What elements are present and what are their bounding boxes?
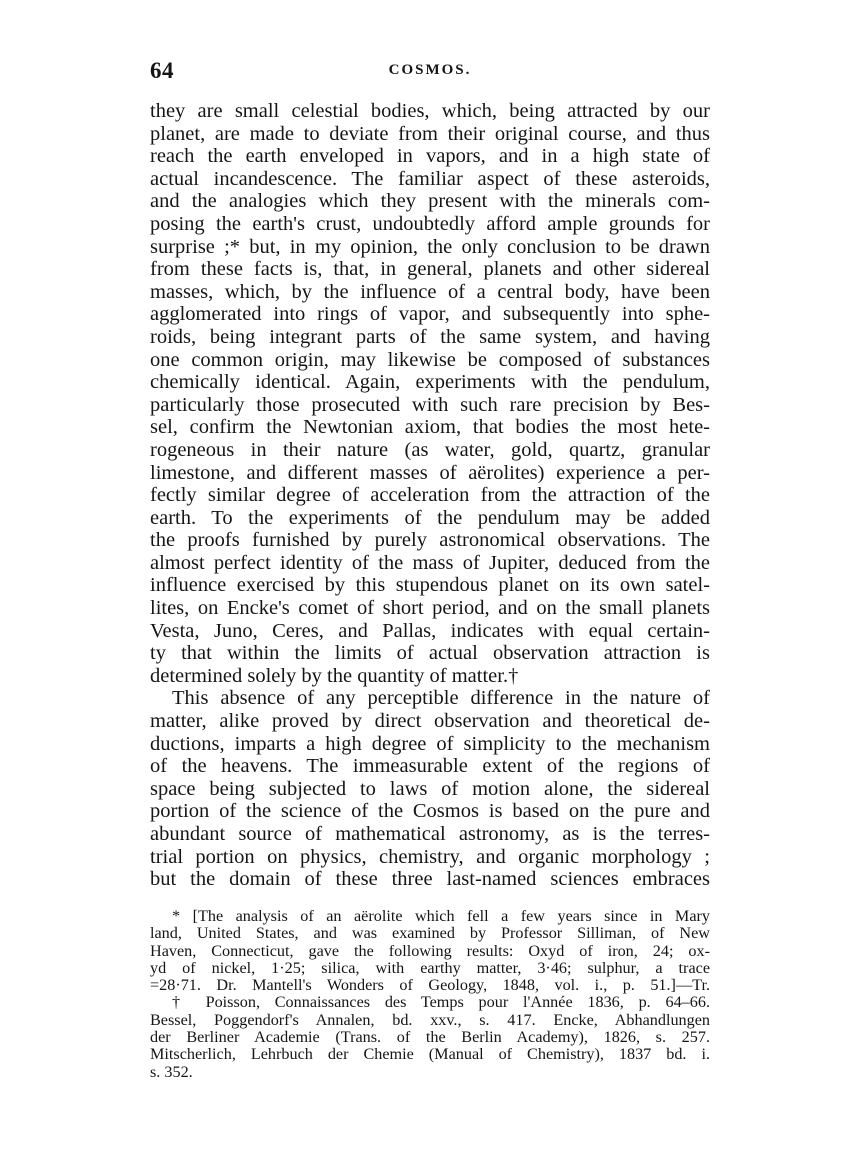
text-line: masses, which, by the influence of a central body, have been <box>150 280 710 303</box>
text-line: posing the earth's crust, undoubtedly afford ample grounds for <box>150 212 710 235</box>
footnote-line: Mitscherlich, Lehrbuch der Chemie (Manual of Chemistry), 1837 bd. i. <box>150 1045 710 1064</box>
footnote-line: * [The analysis of an aërolite which fell a few years since in Mary <box>172 907 710 925</box>
text-line: and the analogies which they present with the minerals com- <box>150 190 710 213</box>
text-line: the proofs furnished by purely astronomical observations. The <box>150 529 710 552</box>
footnotes <box>150 908 710 1081</box>
footnote-line: † Poisson, Connaissances des Temps pour l'Année 1836, p. 64–66. <box>172 993 710 1012</box>
text-line: determined solely by the quantity of matter.† <box>150 664 519 687</box>
footnote-line: der Berliner Academie (Trans. of the Berlin Academy), 1826, s. 257. <box>150 1028 710 1047</box>
text-line: roids, being integrant parts of the same system, and having <box>150 325 710 348</box>
footnote-line: s. 352. <box>150 1062 193 1081</box>
text-line: agglomerated into rings of vapor, and subsequently into sphe- <box>150 303 710 326</box>
text-line: they are small celestial bodies, which, being attracted by our <box>150 100 710 122</box>
main-text <box>150 100 710 891</box>
text-line: trial portion on physics, chemistry, and organic morphology ; <box>150 845 710 868</box>
text-line: reach the earth enveloped in vapors, and in a high state of <box>150 145 710 168</box>
text-line: one common origin, may likewise be composed of substances <box>150 348 710 371</box>
page-number: 64 <box>150 58 174 83</box>
text-line: matter, alike proved by direct observation and theoretical de- <box>150 710 710 733</box>
text-line: fectly similar degree of acceleration from the attraction of the <box>150 484 710 507</box>
text-line: chemically identical. Again, experiments with the pendulum, <box>150 371 710 394</box>
text-line: lites, on Encke's comet of short period, and on the small planets <box>150 597 710 620</box>
footnote-line: yd of nickel, 1·25; silica, with earthy matter, 3·46; sulphur, a trace <box>150 958 710 977</box>
text-line: but the domain of these three last-named sciences embraces <box>150 868 710 891</box>
footnote-line: land, United States, and was examined by Professor Silliman, of New <box>150 924 710 943</box>
text-line: from these facts is, that, in general, planets and other sidereal <box>150 258 710 281</box>
text-line: rogeneous in their nature (as water, gold, quartz, granular <box>150 438 710 461</box>
footnote-line: =28·71. Dr. Mantell's Wonders of Geology, 1848, vol. i., p. 51.]—Tr. <box>150 976 710 995</box>
text-line: earth. To the experiments of the pendulum may be added <box>150 506 710 529</box>
text-line: Vesta, Juno, Ceres, and Pallas, indicates with equal certain- <box>150 619 710 642</box>
text-line: limestone, and different masses of aërolites) experience a per- <box>150 461 710 484</box>
text-line: sel, confirm the Newtonian axiom, that bodies the most hete- <box>150 416 710 439</box>
text-line: abundant source of mathematical astronomy, as is the terres- <box>150 823 710 845</box>
text-line: actual incandescence. The familiar aspect of these asteroids, <box>150 167 710 190</box>
text-line: particularly those prosecuted with such rare precision by Bes- <box>150 393 710 416</box>
footnote-line: Haven, Connecticut, gave the following results: Oxyd of iron, 24; ox- <box>150 941 710 960</box>
footnote-line: Bessel, Poggendorf's Annalen, bd. xxv., s. 417. Encke, Abhandlungen <box>150 1010 710 1029</box>
text-line: surprise ;* but, in my opinion, the only conclusion to be drawn <box>150 235 710 258</box>
text-line: of the heavens. The immeasurable extent of the regions of <box>150 755 710 778</box>
text-line: portion of the science of the Cosmos is based on the pure and <box>150 800 710 823</box>
text-line: space being subjected to laws of motion alone, the sidereal <box>150 777 710 800</box>
text-line: This absence of any perceptible difference in the nature of <box>172 687 710 710</box>
running-title: COSMOS. <box>388 62 472 78</box>
text-line: almost perfect identity of the mass of Jupiter, deduced from the <box>150 551 710 574</box>
text-line: planet, are made to deviate from their original course, and thus <box>150 122 710 145</box>
text-line: ductions, imparts a high degree of simplicity to the mechanism <box>150 732 710 755</box>
text-line: influence exercised by this stupendous planet on its own satel- <box>150 574 710 597</box>
page-header <box>150 58 710 88</box>
text-line: ty that within the limits of actual observation attraction is <box>150 642 710 665</box>
